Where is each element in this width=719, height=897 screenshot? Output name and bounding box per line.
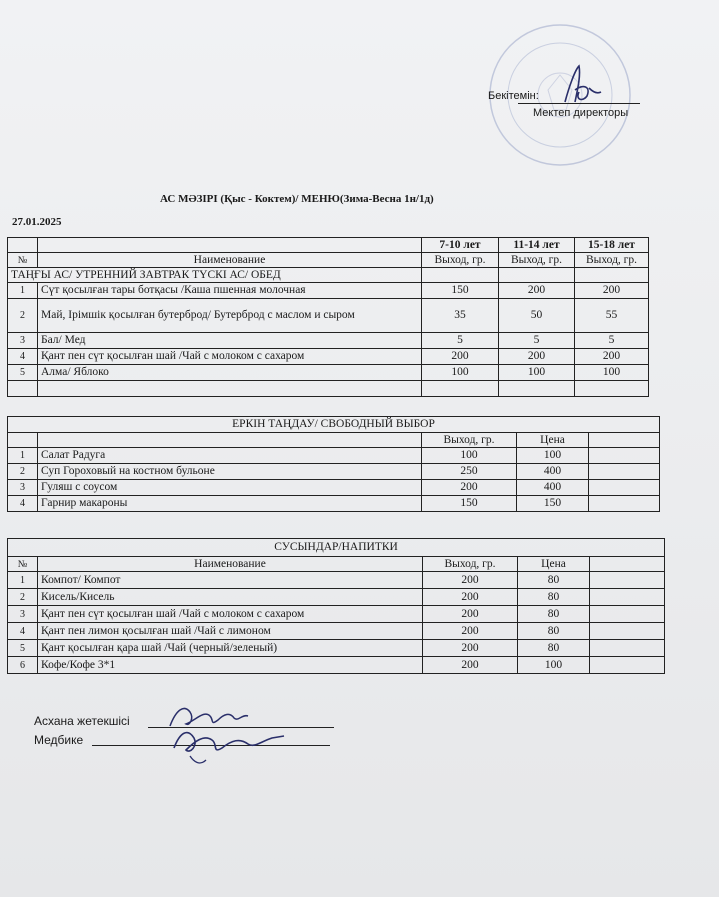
col-yield-header: Выход, гр. (575, 253, 649, 268)
col-name-header: Наименование (38, 557, 423, 572)
col-yield-header: Выход, гр. (499, 253, 575, 268)
free-choice-title: ЕРКІН ТАҢДАУ/ СВОБОДНЫЙ ВЫБОР (8, 417, 660, 433)
table-row: 2 Кисель/Кисель 200 80 (8, 589, 665, 606)
col-yield-header: Выход, гр. (423, 557, 518, 572)
director-role: Мектеп директоры (533, 107, 629, 119)
col-price-header: Цена (518, 557, 590, 572)
drink-name: Қант қосылған қара шай /Чай (черный/зеленый) (38, 640, 423, 657)
free-choice-table (7, 416, 660, 512)
cook-label: Асхана жетекшісі (34, 714, 130, 728)
table-row: 4 Гарнир макароны 150 150 (8, 496, 660, 512)
table-row: 3 Бал/ Мед 5 5 5 (8, 333, 649, 349)
section-row (8, 268, 649, 283)
col-name-header: Наименование (38, 253, 422, 268)
dish-name: Гуляш с соусом (38, 480, 422, 496)
table-header-age-row (8, 238, 649, 253)
col-yield-header: Выход, гр. (422, 433, 517, 448)
drinks-title: СУСЫНДАР/НАПИТКИ (8, 539, 665, 557)
nurse-label: Медбике (34, 733, 84, 747)
drinks-table (7, 538, 665, 674)
dish-name: Бал/ Мед (38, 333, 422, 349)
dish-name: Май, Ірімшік қосылған бутерброд/ Бутерброд с маслом и сыром (38, 299, 422, 333)
drinks-title-row (8, 539, 665, 557)
main-menu-table (7, 237, 649, 397)
table-row: 4 Қант пен сүт қосылған шай /Чай с молоком с сахаром 200 200 200 (8, 349, 649, 365)
table-row: 1 Салат Радуга 100 100 (8, 448, 660, 464)
menu-title: АС МӘЗІРІ (Қыс - Коктем)/ МЕНЮ(Зима-Весна 1н/1д) (160, 193, 434, 205)
dish-name: Алма/ Яблоко (38, 365, 422, 381)
director-signature (555, 62, 605, 108)
table-row: 3 Қант пен сүт қосылған шай /Чай с молоком с сахаром 200 80 (8, 606, 665, 623)
table-row-empty (8, 381, 649, 397)
drink-name: Кисель/Кисель (38, 589, 423, 606)
table-row: 4 Қант пен лимон қосылған шай /Чай с лимоном 200 80 (8, 623, 665, 640)
dish-name: Салат Радуга (38, 448, 422, 464)
table-row: 3 Гуляш с соусом 200 400 (8, 480, 660, 496)
col-yield-header: Выход, гр. (422, 253, 499, 268)
col-price-header: Цена (517, 433, 589, 448)
col-num-header: № (8, 557, 38, 572)
section-title: ТАҢҒЫ АС/ УТРЕННИЙ ЗАВТРАК ТҮСКІ АС/ ОБЕД (8, 268, 422, 283)
table-row: 5 Қант қосылған қара шай /Чай (черный/зеленый) 200 80 (8, 640, 665, 657)
drink-name: Кофе/Кофе 3*1 (38, 657, 423, 674)
dish-name: Гарнир макароны (38, 496, 422, 512)
table-row: 1 Компот/ Компот 200 80 (8, 572, 665, 589)
table-header-row (8, 557, 665, 572)
table-header-row (8, 433, 660, 448)
staff-signatures (160, 698, 290, 770)
age-group-7-10: 7-10 лет (422, 238, 499, 253)
table-row: 1 Сүт қосылған тары ботқасы /Каша пшенная молочная 150 200 200 (8, 283, 649, 299)
col-num-header: № (8, 253, 38, 268)
approval-label: Бекітемін: (488, 90, 539, 102)
table-row: 2 Май, Ірімшік қосылған бутерброд/ Бутерброд с маслом и сыром 35 50 55 (8, 299, 649, 333)
dish-name: Сүт қосылған тары ботқасы /Каша пшенная молочная (38, 283, 422, 299)
table-row: 5 Алма/ Яблоко 100 100 100 (8, 365, 649, 381)
table-header-row (8, 253, 649, 268)
menu-date: 27.01.2025 (12, 216, 62, 228)
drink-name: Қант пен лимон қосылған шай /Чай с лимоном (38, 623, 423, 640)
free-choice-title-row (8, 417, 660, 433)
dish-name: Суп Гороховый на костном бульоне (38, 464, 422, 480)
dish-name: Қант пен сүт қосылған шай /Чай с молоком с сахаром (38, 349, 422, 365)
table-row: 2 Суп Гороховый на костном бульоне 250 400 (8, 464, 660, 480)
drink-name: Компот/ Компот (38, 572, 423, 589)
age-group-15-18: 15-18 лет (575, 238, 649, 253)
age-group-11-14: 11-14 лет (499, 238, 575, 253)
table-row: 6 Кофе/Кофе 3*1 200 100 (8, 657, 665, 674)
drink-name: Қант пен сүт қосылған шай /Чай с молоком с сахаром (38, 606, 423, 623)
